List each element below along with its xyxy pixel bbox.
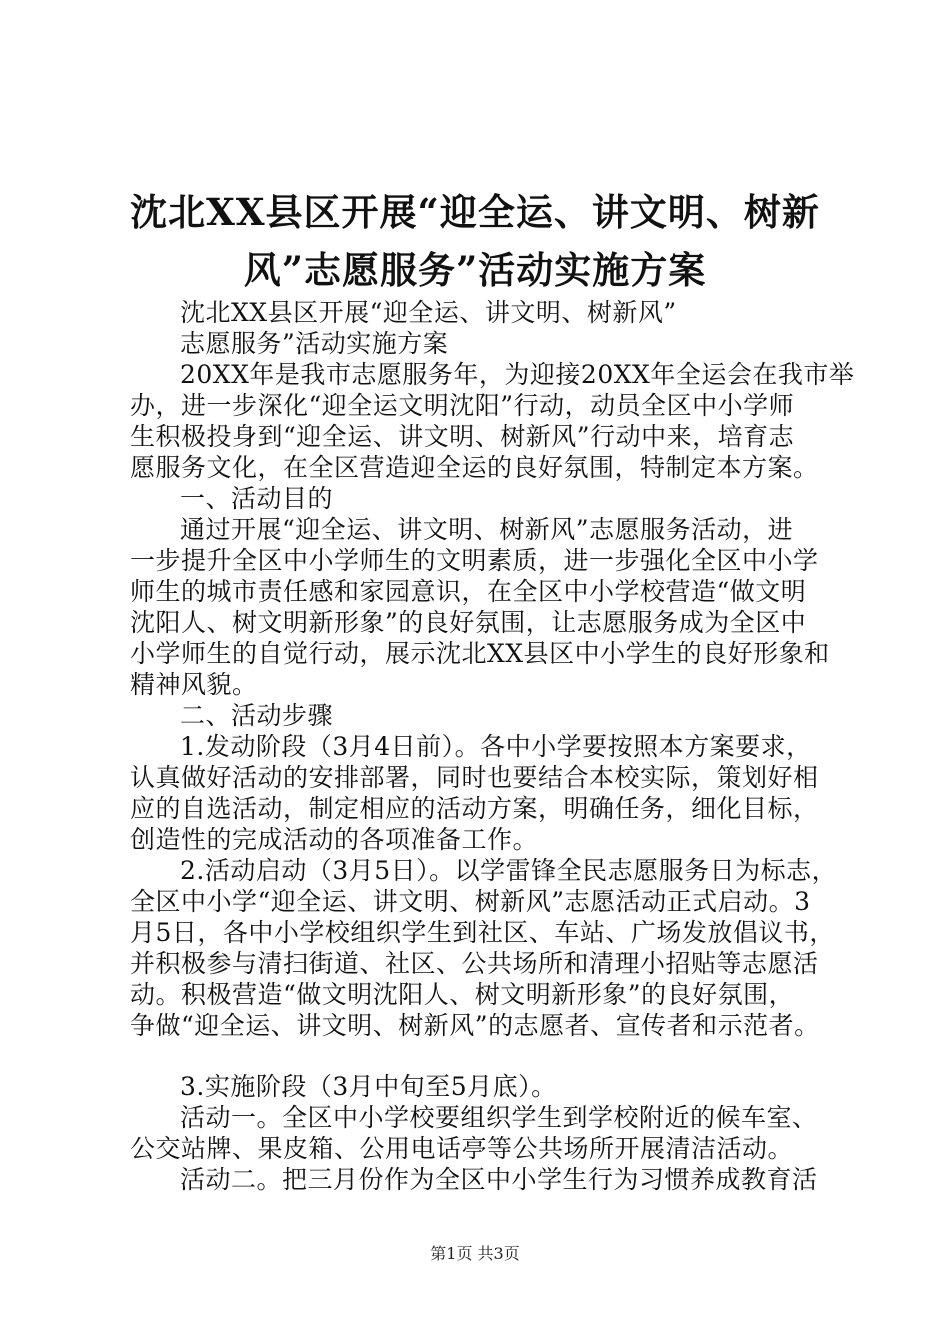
body-line: 3.实施阶段（3月中旬至5月底）。 (180, 1072, 557, 1101)
body-line: 并积极参与清扫街道、社区、公共场所和清理小招贴等志愿活 (130, 949, 819, 978)
body-line: 2.活动启动（3月5日）。以学雷锋全民志愿服务日为标志， (180, 856, 838, 885)
document-title-line-1: 沈北XX县区开展“迎全运、讲文明、树新 (130, 190, 820, 234)
page-number-footer: 第1页 共3页 (430, 1244, 520, 1263)
body-line: 沈北XX县区开展“迎全运、讲文明、树新风” (180, 298, 677, 327)
body-line: 活动二。把三月份作为全区中小学生行为习惯养成教育活 (180, 1165, 818, 1194)
body-line: 创造性的完成活动的各项准备工作。 (130, 825, 539, 854)
body-line: 应的自选活动，制定相应的活动方案，明确任务，细化目标， (130, 794, 819, 823)
body-line: 愿服务文化，在全区营造迎全运的良好氛围，特制定本方案。 (130, 453, 819, 482)
body-line: 小学师生的自觉行动，展示沈北XX县区中小学生的良好形象和 (130, 639, 830, 668)
body-line: 活动一。全区中小学校要组织学生到学校附近的候车室、 (180, 1103, 818, 1132)
body-line: 生积极投身到“迎全运、讲文明、树新风”行动中来，培育志 (130, 422, 795, 451)
body-line: 精神风貌。 (130, 670, 258, 699)
body-line: 1.发动阶段（3月4日前）。各中小学要按照本方案要求， (180, 732, 812, 761)
body-line: 月5日，各中小学校组织学生到社区、车站、广场发放倡议书， (130, 918, 835, 947)
body-line: 一步提升全区中小学师生的文明素质，进一步强化全区中小学 (130, 546, 819, 575)
body-line: 认真做好活动的安排部署，同时也要结合本校实际，策划好相 (130, 763, 819, 792)
body-line: 办，进一步深化“迎全运文明沈阳”行动，动员全区中小学师 (130, 391, 795, 420)
body-line: 20XX年是我市志愿服务年，为迎接20XX年全运会在我市举 (180, 360, 855, 389)
body-line: 通过开展“迎全运、讲文明、树新风”志愿服务活动，进 (180, 515, 794, 544)
body-line: 争做“迎全运、讲文明、树新风”的志愿者、宣传者和示范者。 (130, 1011, 820, 1040)
body-line: 全区中小学“迎全运、讲文明、树新风”志愿活动正式启动。3 (130, 887, 811, 916)
body-line: 公交站牌、果皮箱、公用电话亭等公共场所开展清洁活动。 (130, 1134, 794, 1163)
body-line: 沈阳人、树文明新形象”的良好氛围，让志愿服务成为全区中 (130, 608, 807, 637)
body-line: 志愿服务”活动实施方案 (180, 329, 449, 358)
section-heading: 一、活动目的 (180, 484, 334, 513)
section-heading: 二、活动步骤 (180, 701, 334, 730)
body-line: 师生的城市责任感和家园意识，在全区中小学校营造“做文明 (130, 577, 807, 606)
body-line: 动。积极营造“做文明沈阳人、树文明新形象”的良好氛围， (130, 980, 795, 1009)
document-title-line-2: 风”志愿服务”活动实施方案 (243, 248, 707, 292)
